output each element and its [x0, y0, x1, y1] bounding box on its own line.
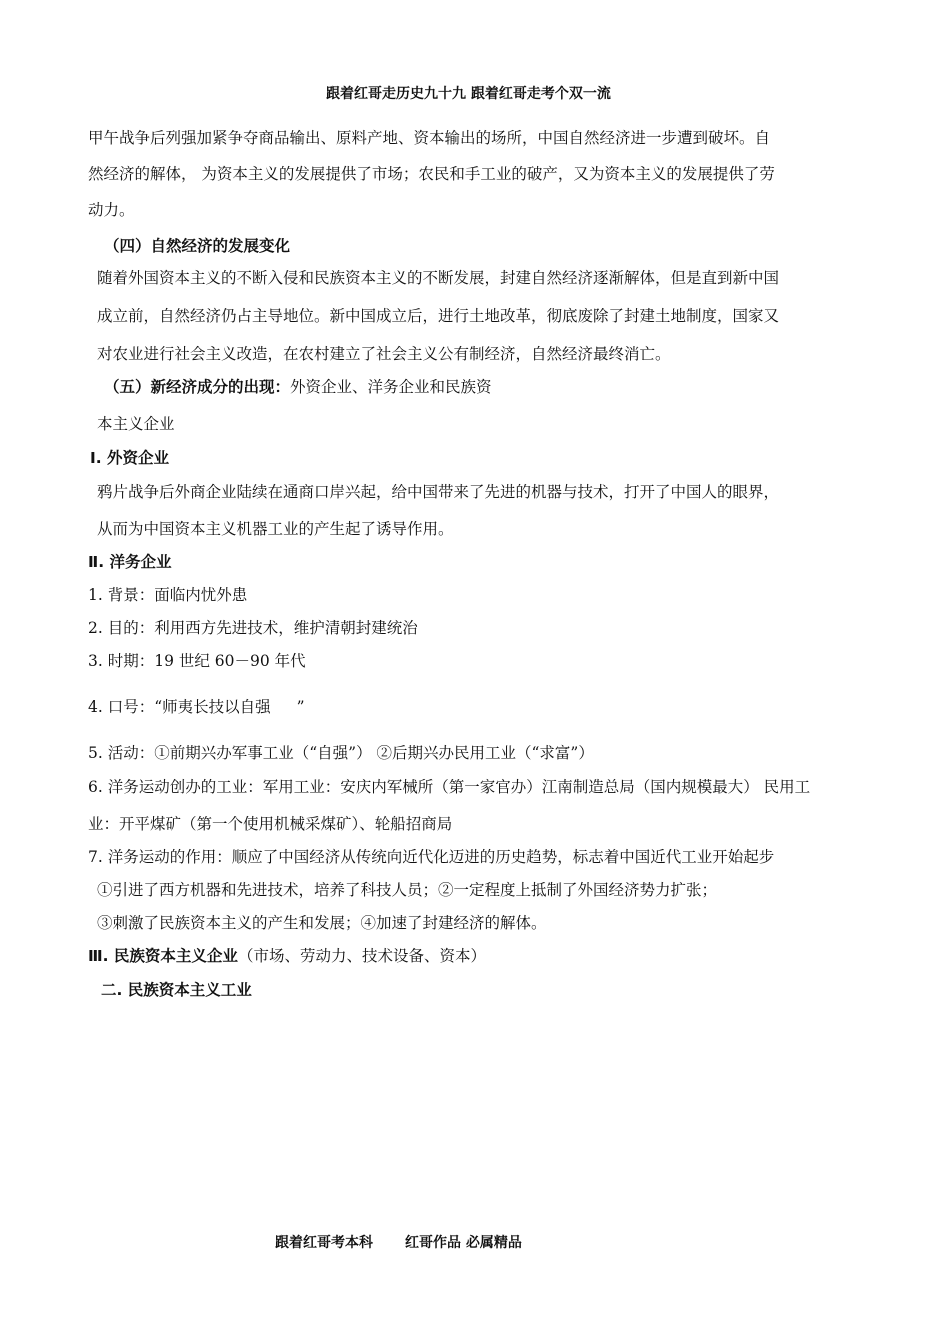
list-item: 2. 目的：利用西方先进技术，维护清朝封建统治 — [88, 619, 418, 637]
list-item-text: 4. 口号：“师夷长技以自强 — [88, 698, 271, 716]
list-subitem: ①引进了西方机器和先进技术，培养了科技人员；②一定程度上抵制了外国经济势力扩张； — [97, 881, 718, 899]
list-item — [88, 697, 305, 717]
paragraph-line: 成立前，自然经济仍占主导地位。新中国成立后，进行土地改革，彻底废除了封建土地制度，国家又 — [97, 307, 780, 325]
page-footer — [275, 1233, 522, 1253]
footer-left: 跟着红哥考本科 — [275, 1235, 373, 1251]
paragraph-line: 对农业进行社会主义改造，在农村建立了社会主义公有制经济，自然经济最终消亡。 — [97, 345, 671, 363]
paragraph-line: 鸦片战争后外商企业陆续在通商口岸兴起，给中国带来了先进的机器与技术，打开了中国人的眼界， — [97, 483, 780, 501]
section-5-text: 外资企业、洋务企业和民族资 — [290, 378, 492, 396]
page-header: 跟着红哥走历史九十九 跟着红哥走考个双一流 — [326, 86, 611, 102]
closing-quote: ” — [296, 698, 305, 716]
list-item: 3. 时期：19 世纪 60－90 年代 — [88, 652, 306, 670]
list-subitem: ③刺激了民族资本主义的产生和发展；④加速了封建经济的解体。 — [97, 914, 547, 932]
section-5-line — [104, 377, 492, 397]
heading-westernization-enterprises: Ⅱ. 洋务企业 — [88, 553, 172, 571]
list-item: 6. 洋务运动创办的工业：军用工业：安庆内军械所（第一家官办）江南制造总局（国内规模最大） 民用工 — [88, 778, 811, 796]
heading-national-capitalism-line — [88, 946, 486, 966]
list-item: 7. 洋务运动的作用：顺应了中国经济从传统向近代化迈进的历史趋势，标志着中国近代工业开始起步 — [88, 848, 775, 866]
paragraph-line: 从而为中国资本主义机器工业的产生起了诱导作用。 — [97, 520, 454, 538]
heading-note: （市场、劳动力、技术设备、资本） — [237, 947, 486, 965]
paragraph-line: 动力。 — [88, 201, 135, 219]
paragraph-line: 甲午战争后列强加紧争夺商品输出、原料产地、资本输出的场所，中国自然经济进一步遭到破坏。自 — [88, 129, 771, 147]
list-item-continuation: 业：开平煤矿（第一个使用机械采煤矿）、轮船招商局 — [88, 815, 453, 833]
footer-right: 红哥作品 必属精品 — [405, 1235, 522, 1251]
heading-national-industry: 二. 民族资本主义工业 — [101, 981, 252, 999]
heading-national-capitalism: Ⅲ. 民族资本主义企业 — [88, 947, 238, 965]
section-heading-5: （五）新经济成分的出现： — [104, 378, 291, 396]
list-item: 5. 活动：①前期兴办军事工业（“自强”） ②后期兴办民用工业（“求富”） — [88, 744, 594, 762]
section-heading-4: （四）自然经济的发展变化 — [104, 237, 291, 255]
paragraph-line: 随着外国资本主义的不断入侵和民族资本主义的不断发展，封建自然经济逐渐解体，但是直到新中国 — [97, 269, 780, 287]
section-5-continuation: 本主义企业 — [97, 415, 175, 433]
heading-foreign-enterprises: Ⅰ. 外资企业 — [90, 449, 170, 467]
list-item: 1. 背景：面临内忧外患 — [88, 586, 248, 604]
paragraph-line: 然经济的解体， 为资本主义的发展提供了市场；农民和手工业的破产，又为资本主义的发展提供了劳 — [88, 165, 775, 183]
